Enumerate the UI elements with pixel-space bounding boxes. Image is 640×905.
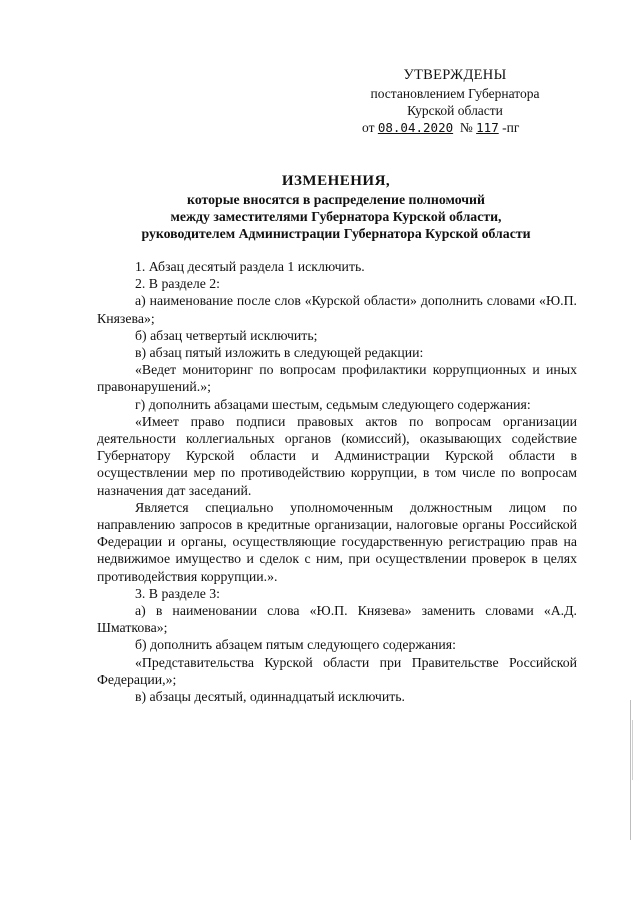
paragraph: 3. В разделе 3:: [135, 585, 221, 601]
scan-artifact: [632, 720, 633, 780]
paragraph: 2. В разделе 2:: [135, 276, 221, 292]
approval-date-line: [362, 119, 550, 136]
approval-date: 08.04.2020: [377, 120, 454, 135]
approval-line-1: постановлением Губернатора: [370, 86, 540, 101]
approval-number: 117: [476, 120, 499, 135]
paragraph: «Имеет право подписи правовых актов по вопросам организации деятельности коллегиальных органов (комиссий), оказывающих содействие Губернатору Курской области и Администрации Курской области в осуществлении мер по противодействию коррупции, в том числе по вопросам назначения дат заседаний.: [97, 413, 577, 498]
approval-heading: УТВЕРЖДЕНЫ: [403, 67, 507, 83]
title-main: ИЗМЕНЕНИЯ,: [281, 173, 391, 189]
paragraph: б) дополнить абзацем пятым следующего содержания:: [135, 637, 456, 653]
number-sign: №: [459, 120, 473, 135]
paragraph: б) абзац четвертый исключить;: [135, 327, 318, 343]
paragraph: «Ведет мониторинг по вопросам профилактики коррупционных и иных правонарушений.»;: [97, 362, 577, 395]
approval-line-2: Курской области: [407, 103, 503, 118]
paragraph: в) абзацы десятый, одиннадцатый исключить.: [135, 689, 405, 705]
paragraph: г) дополнить абзацами шестым, седьмым следующего содержания:: [135, 396, 531, 412]
scan-artifact: [630, 700, 631, 840]
paragraph: в) абзац пятый изложить в следующей редакции:: [135, 345, 424, 361]
document-body: [97, 258, 577, 705]
paragraph: а) наименование после слов «Курской области» дополнить словами «Ю.П. Князева»;: [97, 293, 577, 326]
title-sub-2: между заместителями Губернатора Курской области,: [170, 209, 502, 224]
approval-stamp: [360, 67, 550, 136]
paragraph: 1. Абзац десятый раздела 1 исключить.: [135, 259, 365, 274]
paragraph: а) в наименовании слова «Ю.П. Князева» заменить словами «А.Д. Шматкова»;: [97, 603, 577, 636]
paragraph: «Представительства Курской области при Правительстве Российской Федерации,»;: [97, 654, 577, 687]
title-sub-3: руководителем Администрации Губернатора Курской области: [141, 226, 531, 241]
document-title: [96, 172, 576, 242]
paragraph: Является специально уполномоченным должностным лицом по направлению запросов в кредитные организации, налоговые органы Российской Федерации и органы, осуществляющие государственную регистрацию прав на недвижимое имущество и сделок с ним, при осуществлении проверок в целях противодействия коррупции.».: [97, 499, 577, 584]
title-sub-1: которые вносятся в распределение полномочий: [187, 192, 485, 207]
number-suffix: -пг: [502, 120, 520, 135]
date-prefix: от: [362, 120, 375, 135]
